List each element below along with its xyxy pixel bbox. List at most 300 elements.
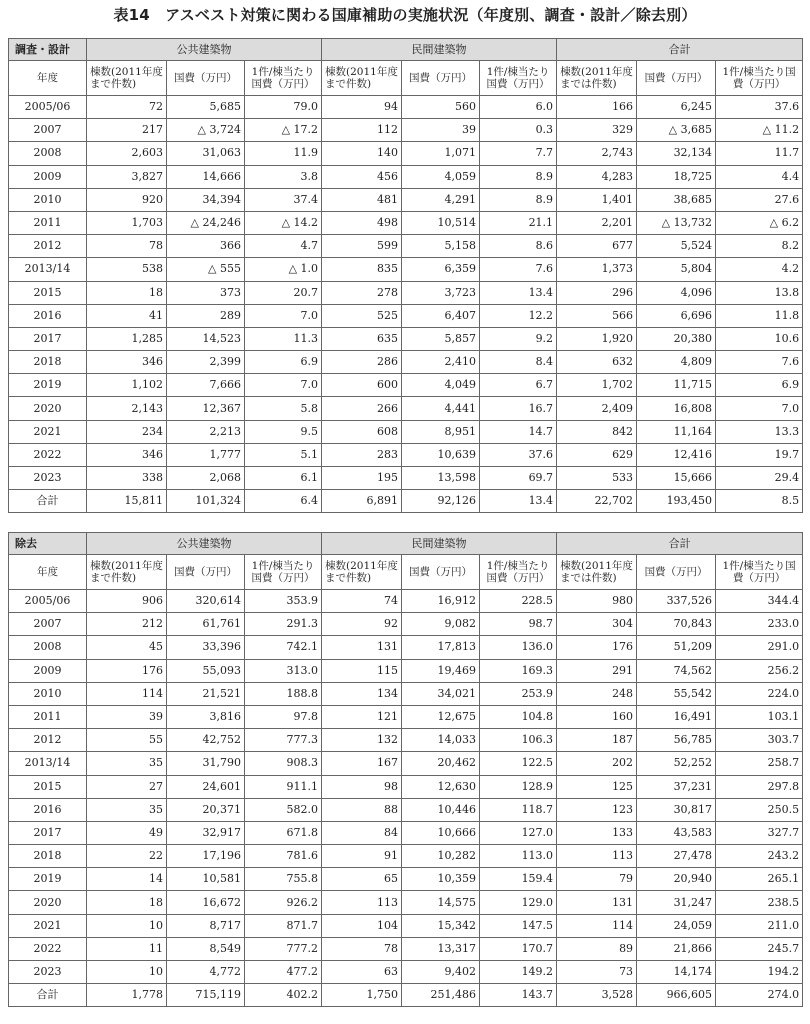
- value-cell: 15,342: [402, 914, 480, 937]
- value-cell: 8.4: [480, 351, 557, 374]
- value-cell: △ 17.2: [245, 119, 322, 142]
- value-cell: 9.2: [480, 327, 557, 350]
- value-cell: 715,119: [167, 984, 245, 1007]
- year-cell: 2008: [9, 636, 87, 659]
- value-cell: 533: [557, 467, 637, 490]
- value-cell: 32,917: [167, 821, 245, 844]
- value-cell: 39: [87, 705, 167, 728]
- year-cell: 2019: [9, 868, 87, 891]
- year-cell: 2009: [9, 659, 87, 682]
- value-cell: 98: [322, 775, 402, 798]
- value-cell: 159.4: [480, 868, 557, 891]
- table-row: [9, 590, 803, 613]
- value-cell: 600: [322, 374, 402, 397]
- value-cell: 97.8: [245, 705, 322, 728]
- table-row: [9, 258, 803, 281]
- value-cell: 327.7: [716, 821, 803, 844]
- table-row: [9, 798, 803, 821]
- value-cell: 677: [557, 235, 637, 258]
- value-cell: 3,816: [167, 705, 245, 728]
- value-cell: 8,549: [167, 937, 245, 960]
- value-cell: 742.1: [245, 636, 322, 659]
- value-cell: 5,158: [402, 235, 480, 258]
- value-cell: 112: [322, 119, 402, 142]
- value-cell: 89: [557, 937, 637, 960]
- col-count: 棟数(2011年度まで件数): [322, 61, 402, 96]
- year-cell: 2016: [9, 304, 87, 327]
- value-cell: 313.0: [245, 659, 322, 682]
- value-cell: 78: [87, 235, 167, 258]
- value-cell: 78: [322, 937, 402, 960]
- value-cell: 251,486: [402, 984, 480, 1007]
- value-cell: 14,575: [402, 891, 480, 914]
- value-cell: 72: [87, 96, 167, 119]
- value-cell: 7.6: [480, 258, 557, 281]
- col-cost: 国費（万円）: [167, 61, 245, 96]
- value-cell: 337,526: [637, 590, 716, 613]
- table-row: [9, 961, 803, 984]
- year-cell: 2022: [9, 937, 87, 960]
- table-body: [9, 96, 803, 513]
- year-cell: 2009: [9, 165, 87, 188]
- value-cell: 7.7: [480, 142, 557, 165]
- value-cell: △ 3,724: [167, 119, 245, 142]
- value-cell: 136.0: [480, 636, 557, 659]
- col-year: 年度: [9, 555, 87, 590]
- value-cell: 37.4: [245, 188, 322, 211]
- value-cell: 1,102: [87, 374, 167, 397]
- value-cell: 3.8: [245, 165, 322, 188]
- value-cell: 91: [322, 845, 402, 868]
- col-per: 1件/棟当たり国費（万円）: [716, 555, 803, 590]
- value-cell: 7.0: [245, 374, 322, 397]
- value-cell: 20,940: [637, 868, 716, 891]
- value-cell: 344.4: [716, 590, 803, 613]
- value-cell: 238.5: [716, 891, 803, 914]
- value-cell: 34,394: [167, 188, 245, 211]
- table-row: [9, 467, 803, 490]
- value-cell: 1,373: [557, 258, 637, 281]
- value-cell: 37.6: [480, 443, 557, 466]
- value-cell: 104.8: [480, 705, 557, 728]
- value-cell: 131: [557, 891, 637, 914]
- year-cell: 2023: [9, 467, 87, 490]
- value-cell: 286: [322, 351, 402, 374]
- value-cell: 980: [557, 590, 637, 613]
- value-cell: △ 13,732: [637, 211, 716, 234]
- value-cell: 140: [322, 142, 402, 165]
- value-cell: 1,778: [87, 984, 167, 1007]
- value-cell: 3,827: [87, 165, 167, 188]
- value-cell: 128.9: [480, 775, 557, 798]
- table-row: [9, 374, 803, 397]
- value-cell: 10: [87, 961, 167, 984]
- value-cell: 160: [557, 705, 637, 728]
- value-cell: 629: [557, 443, 637, 466]
- value-cell: 202: [557, 752, 637, 775]
- table-row: [9, 142, 803, 165]
- value-cell: 15,811: [87, 490, 167, 513]
- value-cell: 228.5: [480, 590, 557, 613]
- value-cell: 129.0: [480, 891, 557, 914]
- year-cell: 2012: [9, 729, 87, 752]
- value-cell: 13,598: [402, 467, 480, 490]
- value-cell: 632: [557, 351, 637, 374]
- value-cell: 560: [402, 96, 480, 119]
- year-cell: 2011: [9, 705, 87, 728]
- value-cell: 10,639: [402, 443, 480, 466]
- value-cell: 114: [87, 682, 167, 705]
- value-cell: 926.2: [245, 891, 322, 914]
- column-header-row: [9, 61, 803, 96]
- year-cell: 2021: [9, 420, 87, 443]
- value-cell: 1,920: [557, 327, 637, 350]
- value-cell: 291.3: [245, 613, 322, 636]
- value-cell: 127.0: [480, 821, 557, 844]
- value-cell: 20.7: [245, 281, 322, 304]
- value-cell: 37,231: [637, 775, 716, 798]
- value-cell: 566: [557, 304, 637, 327]
- value-cell: 920: [87, 188, 167, 211]
- value-cell: 582.0: [245, 798, 322, 821]
- value-cell: 17,813: [402, 636, 480, 659]
- col-per: 1件/棟当たり国費（万円）: [245, 61, 322, 96]
- value-cell: 113: [557, 845, 637, 868]
- value-cell: 167: [322, 752, 402, 775]
- value-cell: 835: [322, 258, 402, 281]
- value-cell: 6.4: [245, 490, 322, 513]
- value-cell: 27: [87, 775, 167, 798]
- year-cell: 2015: [9, 775, 87, 798]
- value-cell: 5.1: [245, 443, 322, 466]
- value-cell: 6,245: [637, 96, 716, 119]
- year-cell: 2007: [9, 119, 87, 142]
- value-cell: 4.4: [716, 165, 803, 188]
- value-cell: 966,605: [637, 984, 716, 1007]
- value-cell: 1,702: [557, 374, 637, 397]
- value-cell: 1,703: [87, 211, 167, 234]
- table-row: [9, 443, 803, 466]
- value-cell: 52,252: [637, 752, 716, 775]
- value-cell: 149.2: [480, 961, 557, 984]
- value-cell: 13.3: [716, 420, 803, 443]
- value-cell: 224.0: [716, 682, 803, 705]
- value-cell: 11.8: [716, 304, 803, 327]
- value-cell: 38,685: [637, 188, 716, 211]
- total-row: [9, 490, 803, 513]
- value-cell: 296: [557, 281, 637, 304]
- table-row: [9, 351, 803, 374]
- value-cell: 13.8: [716, 281, 803, 304]
- table-row: [9, 729, 803, 752]
- value-cell: 4,772: [167, 961, 245, 984]
- value-cell: 6.7: [480, 374, 557, 397]
- value-cell: 2,743: [557, 142, 637, 165]
- value-cell: 777.3: [245, 729, 322, 752]
- year-cell: 2010: [9, 682, 87, 705]
- group-header-row: [9, 533, 803, 555]
- value-cell: 12,630: [402, 775, 480, 798]
- value-cell: 4,291: [402, 188, 480, 211]
- value-cell: 8.9: [480, 165, 557, 188]
- value-cell: 477.2: [245, 961, 322, 984]
- value-cell: 12,367: [167, 397, 245, 420]
- value-cell: 176: [87, 659, 167, 682]
- col-cost: 国費（万円）: [637, 555, 716, 590]
- value-cell: 79.0: [245, 96, 322, 119]
- value-cell: 19,469: [402, 659, 480, 682]
- col-cost: 国費（万円）: [167, 555, 245, 590]
- value-cell: 9,402: [402, 961, 480, 984]
- group-public: 公共建築物: [87, 39, 322, 61]
- col-per: 1件/棟当たり国費（万円）: [480, 555, 557, 590]
- value-cell: 525: [322, 304, 402, 327]
- year-cell: 2022: [9, 443, 87, 466]
- value-cell: 329: [557, 119, 637, 142]
- value-cell: 20,371: [167, 798, 245, 821]
- col-cost: 国費（万円）: [402, 555, 480, 590]
- value-cell: 31,790: [167, 752, 245, 775]
- table-row: [9, 659, 803, 682]
- value-cell: 16,912: [402, 590, 480, 613]
- value-cell: 118.7: [480, 798, 557, 821]
- value-cell: 10,581: [167, 868, 245, 891]
- value-cell: 74,562: [637, 659, 716, 682]
- value-cell: 55,093: [167, 659, 245, 682]
- value-cell: 131: [322, 636, 402, 659]
- value-cell: 170.7: [480, 937, 557, 960]
- value-cell: 16,808: [637, 397, 716, 420]
- value-cell: 253.9: [480, 682, 557, 705]
- value-cell: 6.9: [716, 374, 803, 397]
- value-cell: 6.1: [245, 467, 322, 490]
- value-cell: 27.6: [716, 188, 803, 211]
- group-private: 民間建築物: [322, 533, 557, 555]
- value-cell: 6.9: [245, 351, 322, 374]
- table-row: [9, 304, 803, 327]
- value-cell: 10: [87, 914, 167, 937]
- value-cell: 6,359: [402, 258, 480, 281]
- value-cell: 92: [322, 613, 402, 636]
- col-count: 棟数(2011年度まで件数): [87, 555, 167, 590]
- value-cell: 13.4: [480, 281, 557, 304]
- value-cell: 320,614: [167, 590, 245, 613]
- value-cell: 56,785: [637, 729, 716, 752]
- value-cell: 346: [87, 351, 167, 374]
- value-cell: 61,761: [167, 613, 245, 636]
- value-cell: 212: [87, 613, 167, 636]
- col-count: 棟数(2011年度まで件数): [87, 61, 167, 96]
- section-label: 調査・設計: [9, 39, 87, 61]
- value-cell: △ 3,685: [637, 119, 716, 142]
- value-cell: 258.7: [716, 752, 803, 775]
- value-cell: 911.1: [245, 775, 322, 798]
- value-cell: 88: [322, 798, 402, 821]
- removal-table: [8, 532, 803, 1007]
- value-cell: 8,951: [402, 420, 480, 443]
- value-cell: 635: [322, 327, 402, 350]
- value-cell: 373: [167, 281, 245, 304]
- value-cell: 8,717: [167, 914, 245, 937]
- table-row: [9, 235, 803, 258]
- value-cell: 283: [322, 443, 402, 466]
- value-cell: 11: [87, 937, 167, 960]
- value-cell: 781.6: [245, 845, 322, 868]
- value-cell: 63: [322, 961, 402, 984]
- value-cell: △ 1.0: [245, 258, 322, 281]
- year-cell: 2019: [9, 374, 87, 397]
- value-cell: 16.7: [480, 397, 557, 420]
- value-cell: 37.6: [716, 96, 803, 119]
- value-cell: 176: [557, 636, 637, 659]
- value-cell: 4,809: [637, 351, 716, 374]
- value-cell: 39: [402, 119, 480, 142]
- value-cell: 366: [167, 235, 245, 258]
- value-cell: 32,134: [637, 142, 716, 165]
- value-cell: 55,542: [637, 682, 716, 705]
- table-row: [9, 868, 803, 891]
- value-cell: 101,324: [167, 490, 245, 513]
- value-cell: 278: [322, 281, 402, 304]
- group-header-row: [9, 39, 803, 61]
- value-cell: 20,380: [637, 327, 716, 350]
- value-cell: 69.7: [480, 467, 557, 490]
- table-row: [9, 705, 803, 728]
- year-cell: 2023: [9, 961, 87, 984]
- value-cell: △ 11.2: [716, 119, 803, 142]
- value-cell: 481: [322, 188, 402, 211]
- table-row: [9, 636, 803, 659]
- value-cell: 24,059: [637, 914, 716, 937]
- value-cell: 2,409: [557, 397, 637, 420]
- value-cell: 4,049: [402, 374, 480, 397]
- table-row: [9, 891, 803, 914]
- value-cell: 143.7: [480, 984, 557, 1007]
- value-cell: 2,399: [167, 351, 245, 374]
- value-cell: 70,843: [637, 613, 716, 636]
- year-cell: 合計: [9, 984, 87, 1007]
- value-cell: 5.8: [245, 397, 322, 420]
- value-cell: 33,396: [167, 636, 245, 659]
- value-cell: 5,804: [637, 258, 716, 281]
- value-cell: 906: [87, 590, 167, 613]
- value-cell: 297.8: [716, 775, 803, 798]
- col-per: 1件/棟当たり国費（万円）: [245, 555, 322, 590]
- value-cell: 4.2: [716, 258, 803, 281]
- value-cell: 121: [322, 705, 402, 728]
- value-cell: 908.3: [245, 752, 322, 775]
- value-cell: 187: [557, 729, 637, 752]
- year-cell: 2020: [9, 891, 87, 914]
- value-cell: 8.2: [716, 235, 803, 258]
- value-cell: 11.9: [245, 142, 322, 165]
- value-cell: 123: [557, 798, 637, 821]
- value-cell: 245.7: [716, 937, 803, 960]
- value-cell: 188.8: [245, 682, 322, 705]
- value-cell: 113: [322, 891, 402, 914]
- value-cell: 6,407: [402, 304, 480, 327]
- value-cell: 498: [322, 211, 402, 234]
- table-row: [9, 188, 803, 211]
- group-private: 民間建築物: [322, 39, 557, 61]
- group-total: 合計: [557, 533, 803, 555]
- value-cell: 291: [557, 659, 637, 682]
- value-cell: 114: [557, 914, 637, 937]
- value-cell: 21,521: [167, 682, 245, 705]
- value-cell: 7.0: [716, 397, 803, 420]
- value-cell: 29.4: [716, 467, 803, 490]
- column-header-row: [9, 555, 803, 590]
- value-cell: 11.7: [716, 142, 803, 165]
- table-row: [9, 937, 803, 960]
- group-total: 合計: [557, 39, 803, 61]
- value-cell: 21,866: [637, 937, 716, 960]
- total-row: [9, 984, 803, 1007]
- value-cell: 1,071: [402, 142, 480, 165]
- value-cell: 211.0: [716, 914, 803, 937]
- value-cell: 871.7: [245, 914, 322, 937]
- value-cell: 10.6: [716, 327, 803, 350]
- value-cell: 92,126: [402, 490, 480, 513]
- value-cell: 18: [87, 281, 167, 304]
- value-cell: 250.5: [716, 798, 803, 821]
- year-cell: 2021: [9, 914, 87, 937]
- value-cell: 11,715: [637, 374, 716, 397]
- value-cell: 49: [87, 821, 167, 844]
- col-count-total: 棟数(2011年度までは件数): [557, 555, 637, 590]
- value-cell: 4,059: [402, 165, 480, 188]
- table-row: [9, 775, 803, 798]
- value-cell: △ 6.2: [716, 211, 803, 234]
- value-cell: 2,143: [87, 397, 167, 420]
- col-count-total: 棟数(2011年度までは件数): [557, 61, 637, 96]
- value-cell: 14,666: [167, 165, 245, 188]
- table-row: [9, 682, 803, 705]
- value-cell: 132: [322, 729, 402, 752]
- value-cell: 0.3: [480, 119, 557, 142]
- value-cell: 14,523: [167, 327, 245, 350]
- value-cell: 106.3: [480, 729, 557, 752]
- year-cell: 2015: [9, 281, 87, 304]
- table-row: [9, 752, 803, 775]
- value-cell: 65: [322, 868, 402, 891]
- value-cell: 1,777: [167, 443, 245, 466]
- value-cell: 42,752: [167, 729, 245, 752]
- value-cell: 4.7: [245, 235, 322, 258]
- value-cell: 233.0: [716, 613, 803, 636]
- col-cost: 国費（万円）: [637, 61, 716, 96]
- year-cell: 2017: [9, 327, 87, 350]
- value-cell: 41: [87, 304, 167, 327]
- value-cell: 7.0: [245, 304, 322, 327]
- value-cell: 14.7: [480, 420, 557, 443]
- table-row: [9, 613, 803, 636]
- value-cell: 9,082: [402, 613, 480, 636]
- value-cell: 169.3: [480, 659, 557, 682]
- col-count: 棟数(2011年度まで件数): [322, 555, 402, 590]
- value-cell: 15,666: [637, 467, 716, 490]
- value-cell: 14,174: [637, 961, 716, 984]
- value-cell: 94: [322, 96, 402, 119]
- table-row: [9, 96, 803, 119]
- value-cell: 11,164: [637, 420, 716, 443]
- group-public: 公共建築物: [87, 533, 322, 555]
- year-cell: 2013/14: [9, 752, 87, 775]
- value-cell: 289: [167, 304, 245, 327]
- table-row: [9, 211, 803, 234]
- value-cell: 274.0: [716, 984, 803, 1007]
- year-cell: 2017: [9, 821, 87, 844]
